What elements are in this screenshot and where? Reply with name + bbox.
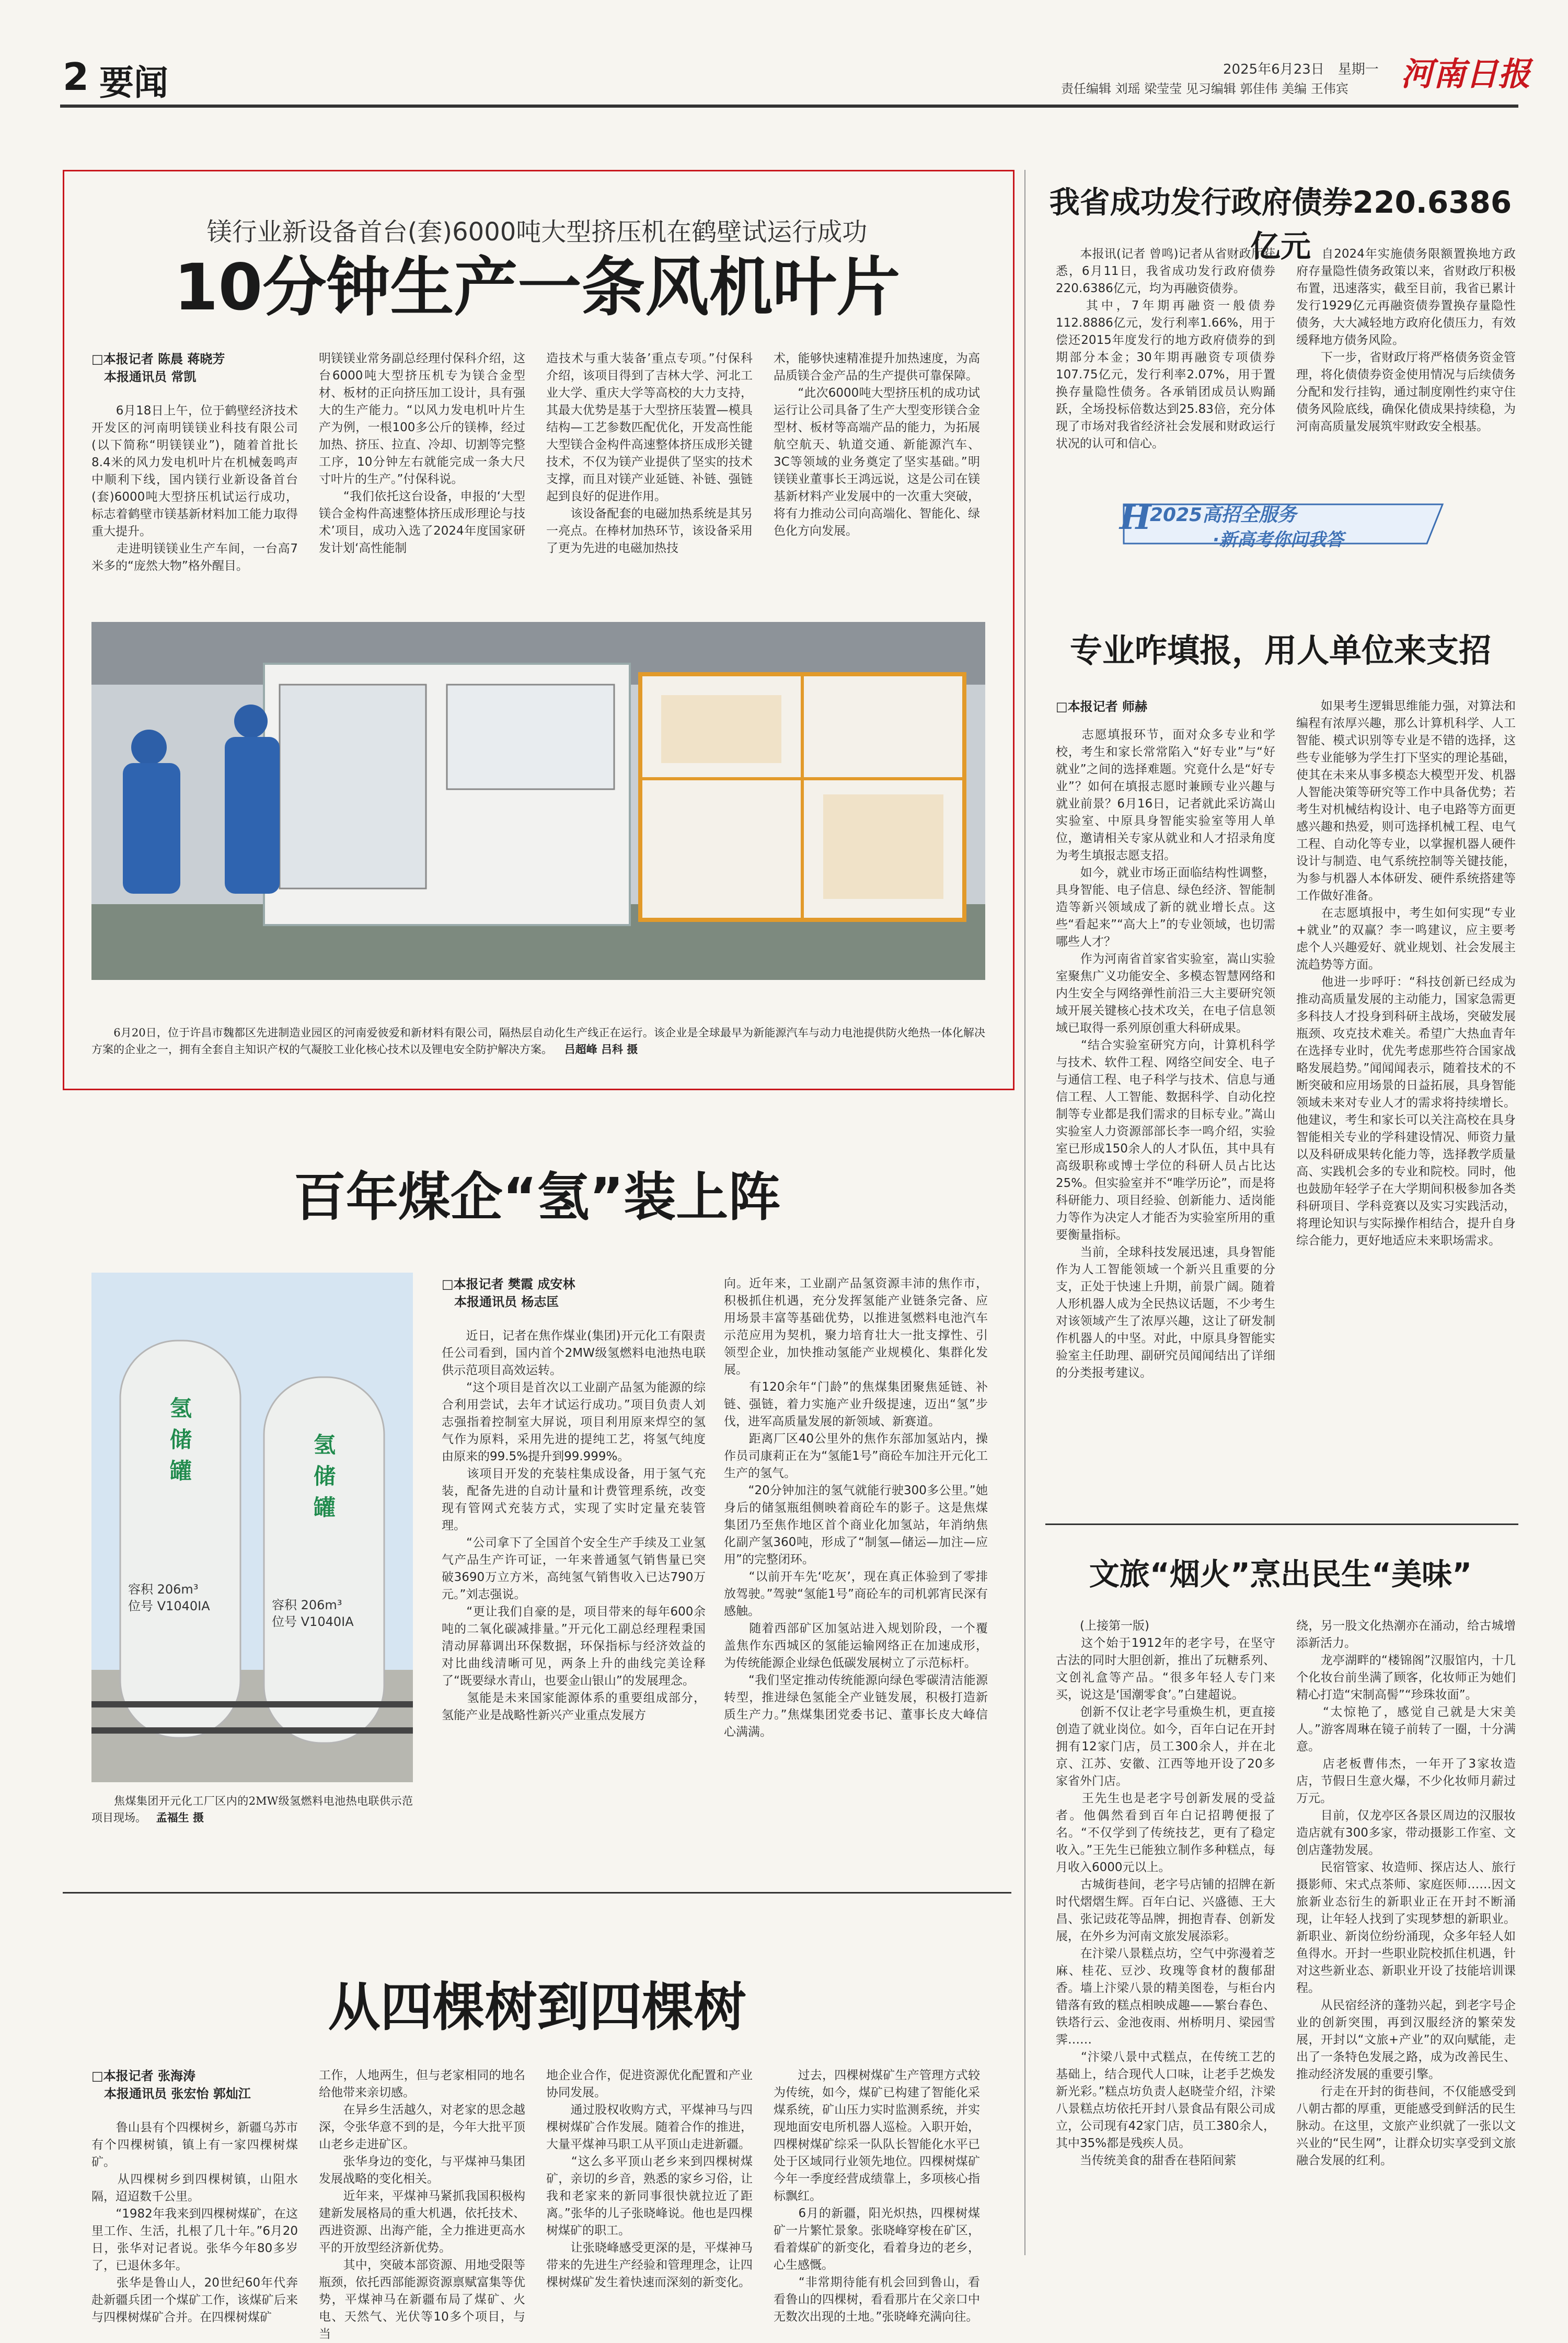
story3-col1: 鲁山县有个四棵树乡，新疆乌苏市有个四棵树镇，镇上有一家四棵树煤矿。 从四棵树乡到四棵树镇，山阻水隔，迢迢数千公里。 “1982年我来到四棵树煤矿，在这里工作、生活，扎根了几十年。”6月20日，张华对记者说。张华今年80多岁了，已退休多年。 张华是鲁山人，20世纪60年代奔赴新疆兵团一个煤矿工作，该煤矿后来与四棵树煤矿合并。在四棵树煤矿 [91, 2121, 298, 2324]
story3-headline: 从四棵树到四棵树 [328, 1977, 746, 2038]
masthead-divider [60, 105, 1518, 108]
story5-headline: 专业咋填报，用人单位来支招 [1069, 631, 1491, 670]
right-section-divider [1045, 1523, 1518, 1525]
gaokao-banner [1113, 489, 1453, 559]
story5-col1: 志愿填报环节，面对众多专业和学校，考生和家长常常陷入“好专业”与“好就业”之间的选择难题。究竟什么是“好专业”？如何在填报志愿时兼顾专业兴趣与就业前景？6月16日，记者就此采访嵩山实验室、中原具身智能实验室等用人单位，邀请相关专家从就业和人才招录角度为考生填报志愿支招。 如今，就业市场正面临结构性调整，具身智能、电子信息、绿色经济、智能制造等新兴领域成了新的就业增长点。这些“看起来”“高大上”的专业领域，也切需哪些人才？ 作为河南省首家省实验室，嵩山实验室聚焦广义功能安全、多模态智慧网络和内生安全与网络弹性前沿三大主要研究领域开展关键核心技术攻关，在电子信息领域已取得一系列原创重大科研成果。 “结合实验室研究方向，计算机科学与技术、软件工程、网络空间安全、电子与通信工程、电子科学与技术、信息与通信工程、人工智能、数据科学、自动化控制等专业都是我们需求的目标专业。”嵩山实验室人力资源部部长李一鸣介绍，实验室已形成150余人的人才队伍，其中具有高级职称或博士学位的科研人员占比达25%。但实验室并不“唯学历论”，而是将科研能力、项目经验、创新能力、适岗能力等作为决定人才能否为实验室所用的重要衡量指标。 当前，全球科技发展迅速，具身智能作为人工智能领域一个新兴且重要的分支，正处于快速上升期，前景广阔。随着人形机器人成为全民热议话题，不少考生对该领域产生了浓厚兴趣，这让了研发制作机器人的中坚。对此，中原具身智能实验室主任助理、副研究员闻闻结出了详细的分类报考建议。 [1056, 728, 1275, 1380]
page-number: 2 [63, 55, 89, 99]
story4-headline: 我省成功发行政府债券220.6386亿元 [1049, 184, 1512, 264]
story5-col2: 如果考生逻辑思维能力强，对算法和编程有浓厚兴趣，那么计算机科学、人工智能、模式识别等专业是不错的选择，这些专业能够为学生打下坚实的理论基础，使其在未来从事多模态大模型开发、机器人智能决策等研究等工作中具备优势；若考生对机械结构设计、电子电路等方面更感兴趣和热爱，则可选择机械工程、电气工程、自动化等专业，以掌握机器人硬件设计与制造、电气系统控制等关键技能，为参与机器人本体研发、硬件系统搭建等工作做好准备。 在志愿填报中，考生如何实现“专业+就业”的双赢？李一鸣建议，应主要考虑个人兴趣爱好、就业规划、社会发展主流趋势等方面。 他进一步呼吁：“科技创新已经成为推动高质量发展的主动能力，国家急需更多科技人才投身到科研主战场，突破发展瓶颈、攻克技术难关。希望广大热血青年在选择专业时，优先考虑那些符合国家战略发展趋势。”闻闻闻表示，随着技术的不断突破和应用场景的日益拓展，具身智能领域未来对专业人才的需求将持续增长。他建议，考生和家长可以关注高校在具身智能相关专业的学科建设情况、师资力量以及科研成果转化能力等，选择教学质量高、实践机会多的专业和院校。同时，他也鼓励年轻学子在大学期间积极参加各类科研项目、学科竞赛以及实习实践活动，将理论知识与实际操作相结合，提升自身综合能力，更好地适应未来职场需求。 [1296, 699, 1516, 1248]
banner-line1: 2025高招全服务 [1150, 504, 1297, 526]
story6-headline: 文旅“烟火”烹出民生“美味” [1089, 1556, 1472, 1592]
story3-byline: □本报记者 张海涛 本报通讯员 张宏怡 郭灿江 [91, 2069, 251, 2101]
banner-letter: H [1120, 498, 1151, 537]
story1-col1: 6月18日上午，位于鹤壁经济技术开发区的河南明镁镁业科技有限公司(以下简称“明镁镁业”)，随着首批长8.4米的风力发电机叶片在机械轰鸣声中顺利下线，国内镁行业新设备首台(套)6000吨大型挤压机试运行成功，标志着鹤壁市镁基新材料加工能力取得重大提升。 走进明镁镁业生产车间，一台高7米多的“庞然大物”格外醒目。 [91, 404, 298, 573]
story1-byline: □本报记者 陈晨 蒋晓芳 本报通讯员 常凯 [91, 352, 225, 384]
column-divider [1024, 170, 1025, 2255]
story1-col3: 造技术与重大装备’重点专项。”付保科介绍，该项目得到了吉林大学、河北工业大学、重庆大学等高校的大力支持，其最大优势是基于大型挤压装置—模具结构—工艺参数匹配优化，开发高性能大型镁合金构件高速整体挤压成形关键技术，不仅为镁产业提供了坚实的技术支撑，而且对镁产业延链、补链、强链起到良好的促进作用。 该设备配套的电磁加热系统是其另一亮点。在棒材加热环节，该设备采用了更为先进的电磁加热技 [546, 352, 753, 555]
story6-col1: (上接第一版) 这个始于1912年的老字号，在坚守古法的同时大胆创新，推出了玩糖系列、文创礼盒等产品。“很多年轻人专门来买，说这是‘国潮零食’。”白建超说。 创新不仅让老字号重焕生机，更直接创造了就业岗位。如今，百年白记在开封拥有12家门店，员工300余人，并在北京、江苏、安徽、江西等地开设了20多家省外门店。 王先生也是老字号创新发展的受益者。他偶然看到百年白记招聘便报了名。“不仅学到了传统技艺，更有了稳定收入。”王先生已能独立制作多种糕点，每月收入6000元以上。 古城街巷间，老字号店铺的招牌在新时代熠熠生辉。百年白记、兴盛德、王大昌、张记豉花等品牌，拥抱青春、创新发展，在外乡为河南文旅发展添彩。 在汴梁八景糕点坊，空气中弥漫着芝麻、桂花、豆沙、玫瑰等食材的馥郁甜香。墙上汴梁八景的精美图卷，与柜台内错落有致的糕点相映成趣——繁台春色、铁塔行云、金池夜雨、州桥明月、梁园雪霁…… “汴梁八景中式糕点，在传统工艺的基础上，结合现代人口味，让老手艺焕发新光彩。”糕点坊负责人赵晓莹介绍，汴梁八景糕点坊依托开封八景食品有限公司成立，公司现有42家门店，员工380余人，其中35%都是残疾人员。 当传统美食的甜香在巷陌间萦 [1056, 1619, 1275, 2167]
tank-label-left: 氢储罐 [170, 1395, 192, 1484]
story6-col2: 绕，另一股文化热潮亦在涌动，给古城增添新活力。 龙亭湖畔的“楼锦阁”汉服馆内，十几个化妆台前坐满了顾客，化妆师正为她们精心打造“宋制高髻”“珍珠妆面”。 “太惊艳了，感觉自己就是大宋美人。”游客周琳在镜子前转了一圈，十分满意。 店老板曹伟杰，一年开了3家妆造店，节假日生意火爆，不少化妆师月薪过万元。 目前，仅龙亭区各景区周边的汉服妆造店就有300多家，带动摄影工作室、文创店蓬勃发展。 民宿管家、妆造师、探店达人、旅行摄影师、宋式点茶师、家庭医师……因文旅新业态衍生的新职业正在开封不断涌现，让年轻人找到了实现梦想的新职业。新职业、新岗位纷纷涌现，众多年轻人如鱼得水。开封一些职业院校抓住机遇，针对这些新业态、新职业开设了技能培训课程。 从民宿经济的蓬勃兴起，到老字号企业的创新突围，再到汉服经济的繁荣发展，开封以“文旅+产业”的双向赋能，走出了一条特色发展之路，成为改善民生、推动经济发展的重要引擎。 行走在开封的街巷间，不仅能感受到八朝古都的厚重，更能感受到鲜活的民生脉动。在这里，文旅产业织就了一张以文兴业的“民生网”，让群众切实享受到文旅融合发展的红利。 [1296, 1619, 1516, 2167]
photo-credit: 吕超峰 吕科 摄 [564, 1043, 638, 1056]
editors-line: 责任编辑 刘瑶 梁莹莹 见习编辑 郭佳伟 美编 王伟宾 [1061, 82, 1348, 96]
story5-byline: □本报记者 师赫 [1056, 699, 1148, 714]
factory-photo-caption [91, 1024, 985, 1058]
masthead [0, 0, 1568, 105]
hydrogen-photo-caption [91, 1793, 413, 1826]
section-title: 要闻 [99, 63, 168, 103]
banner-line2: ·新高考你问我答 [1213, 529, 1344, 550]
tank-label-right: 氢储罐 [314, 1432, 336, 1520]
story2-byline: □本报记者 樊霞 成安林 本报通讯员 杨志匡 [442, 1277, 575, 1309]
story4-col2: 自2024年实施债务限额置换地方政府存量隐性债务政策以来，省财政厅积极布置，迅速落实，截至目前，我省已累计发行1929亿元再融资债券置换存量隐性债务，大大减轻地方政府化债压力，有效缓释地方债务风险。 下一步，省财政厅将严格债务资金管理，将化债债券资金使用情况与后续债务分配和发行挂钩，通过制度刚性约束守住债务风险底线，确保化债成果持续稳，为河南高质量发展筑牢财政安全根基。 [1296, 247, 1516, 433]
caption-text: 焦煤集团开元化工厂区内的2MW级氢燃料电池热电联供示范项目现场。 [91, 1795, 413, 1824]
story1-kicker: 镁行业新设备首台(套)6000吨大型挤压机在鹤壁试运行成功 [206, 217, 868, 247]
story2-headline: 百年煤企“氢”装上阵 [293, 1167, 781, 1228]
tank-spec-right: 容积 206m³ 位号 V1040IA [272, 1598, 354, 1629]
issue-date: 2025年6月23日 星期一 [1223, 62, 1379, 77]
story1-col2: 明镁镁业常务副总经理付保科介绍，这台6000吨大型挤压机专为镁合金型材、板材的正向挤压加工设计，具有强大的生产能力。“以风力发电机叶片生产为例，一根100多公斤的镁棒，经过加热、挤压、拉直、冷却、切割等完整工序，10分钟左右就能完成一条大尺寸叶片的生产。”付保科说。 “我们依托这台设备，申报的‘大型镁合金构件高速整体挤压成形理论与技术’项目，成功入选了2024年度国家研发计划‘高性能制 [319, 352, 525, 555]
hydrogen-tank-photo [91, 1273, 413, 1782]
caption-text: 6月20日，位于许昌市魏都区先进制造业园区的河南爱彼爱和新材料有限公司，隔热层自动化生产线正在运行。该企业是全球最早为新能源汽车与动力电池提供防火绝热一体化解决方案的企业之一，拥有全套自主知识产权的气凝胶工业化核心技术以及锂电安全防护解决方案。 [91, 1026, 985, 1056]
paper-logo: 河南日报 [1401, 55, 1531, 93]
story1-headline: 10分钟生产一条风机叶片 [174, 250, 901, 325]
story2-col1: 近日，记者在焦作煤业(集团)开元化工有限责任公司看到，国内首个2MW级氢燃料电池热电联供示范项目高效运转。 “这个项目是首次以工业副产品氢为能源的综合利用尝试，去年才试运行成功。”项目负责人刘志强指着控制室大屏说，项目利用原来焊空的氢气作为原料，采用先进的提纯工艺，将氢气纯度由原来的99.5%提升到99.999%。 该项目开发的充装柱集成设备，用于氢气充装，配备先进的自动计量和计费管理系统，改变现有管网式充装方式，实现了实时定量充装管理。 “公司拿下了全国首个安全生产手续及工业氢气产品生产许可证，一年来普通氢气销售量已突破3690万立方米，高纯氢气销售收入已达790万元。”刘志强说。 “更让我们自豪的是，项目带来的每年600余吨的二氧化碳减排量。”开元化工副总经理程秉国清动屏幕调出环保数据，环保指标与经济效益的对比曲线清晰可见，两条上升的曲线完美诠释了“既要绿水青山，也要金山银山”的发展理念。 氢能是未来国家能源体系的重要组成部分，氢能产业是战略性新兴产业重点发展方 [442, 1329, 706, 1722]
factory-photo [91, 622, 985, 980]
tank-spec-left: 容积 206m³ 位号 V1040IA [128, 1582, 210, 1613]
story3-col3: 地企业合作，促进资源优化配置和产业协同发展。 通过股权收购方式，平煤神马与四棵树煤矿合作发展。随着合作的推进，大量平煤神马职工从平顶山走进新疆。 “这么多平顶山老乡来到四棵树煤矿，亲切的乡音，熟悉的家乡习俗，让我和老家来的新同事很快就拉近了距离。”张华的儿子张晓峰说。他也是四棵树煤矿的职工。 让张晓峰感受更深的是，平煤神马带来的先进生产经验和管理理念，让四棵树煤矿发生着快速而深刻的新变化。 [546, 2069, 753, 2289]
story1-col4: 术，能够快速精准提升加热速度，为高品质镁合金产品的生产提供可靠保障。 “此次6000吨大型挤压机的成功试运行让公司具备了生产大型变形镁合金型材、板材等高端产品的能力，为拓展航空航天、轨道交通、新能源汽车、3C等领域的业务奠定了坚实基础。”明镁镁业董事长王鸿远说，这是公司在镁基新材料产业发展中的一次重大突破，将有力推动公司向高端化、智能化、绿色化方向发展。 [774, 352, 980, 538]
photo-credit: 孟福生 摄 [156, 1811, 204, 1824]
story3-col4: 过去，四棵树煤矿生产管理方式较为传统，如今，煤矿已构建了智能化采煤系统，矿山压力实时监测系统，并实现地面安电所机器人巡检。入职开始，四棵树煤矿综采一队队长智能化水平已处于区域同行业领先地位。四棵树煤矿今年一季度经营成绩靠上，多项核心指标飘红。 6月的新疆，阳光炽热，四棵树煤矿一片繁忙景象。张晓峰穿梭在矿区，看着煤矿的新变化，看着身边的老乡，心生感慨。 “非常期待能有机会回到鲁山，看看鲁山的四棵树，看看那片在父亲口中无数次出现的土地。”张晓峰充满向往。 [774, 2069, 980, 2324]
story3-col2: 工作，人地两生，但与老家相同的地名给他带来亲切感。 在异乡生活越久，对老家的思念越深，令张华意不到的是，今年大批平顶山老乡走进矿区。 张华身边的变化，与平煤神马集团发展战略的变化相关。 近年来，平煤神马紧抓我国积极构建新发展格局的重大机遇，依托技术、西进资源、出海产能，全力推进更高水平的开放型经济新优势。 其中，突破本部资源、用地受限等瓶颈，依托西部能源资源禀赋富集等优势，平煤神马在新疆布局了煤矿、火电、天然气、光伏等10多个项目，与当 [319, 2069, 525, 2341]
section-divider [63, 1892, 1011, 1894]
story4-col1: 本报讯(记者 曾鸣)记者从省财政厅获悉，6月11日，我省成功发行政府债券220.6386亿元，均为再融资债券。 其中，7年期再融资一般债券112.8886亿元，发行利率1.66%，用于偿还2015年度发行的地方政府债券的到期部分本金；30年期再融资专项债券107.75亿元，发行利率2.07%，用于置换存量隐性债务。各承销团成员认购踊跃，全场投标倍数达到25.83倍，充分体现了市场对我省经济社会发展和财政运行状况的认可和信心。 [1056, 247, 1275, 451]
story2-col2: 向。近年来，工业副产品氢资源丰沛的焦作市，积极抓住机遇，充分发挥氢能产业链条完备、应用场景丰富等基础优势，以推进氢燃料电池汽车示范应用为契机，聚力培育壮大一批支撑性、引领型企业，加快推动氢能产业规模化、集群化发展。 有120余年“门龄”的焦煤集团聚焦延链、补链、强链，着力实施产业升级提速，迈出“氢”步伐，进军高质量发展的新领域、新赛道。 距离厂区40公里外的焦作东部加氢站内，操作员司康莉正在为“氢能1号”商砼车加注开元化工生产的氢气。 “20分钟加注的氢气就能行驶300多公里。”她身后的储氢瓶组侧映着商砼车的影子。这是焦煤集团乃至焦作地区首个商业化加氢站，年消纳焦化副产氢360吨，形成了“制氢—储运—加注—应用”的完整闭环。 “以前开车先‘吃灰’，现在真正体验到了零排放驾驶。”驾驶“氢能1号”商砼车的司机郭宵民深有感触。 随着西部矿区加氢站进入规划阶段，一个覆盖焦作东西城区的氢能运输网络正在加速成形，为传统能源企业绿色低碳发展树立了示范标杆。 “我们坚定推动传统能源向绿色零碳清洁能源转型，推进绿色氢能全产业链发展，积极打造新质生产力。”焦煤集团党委书记、董事长皮大峰信心满满。 [724, 1277, 988, 1739]
